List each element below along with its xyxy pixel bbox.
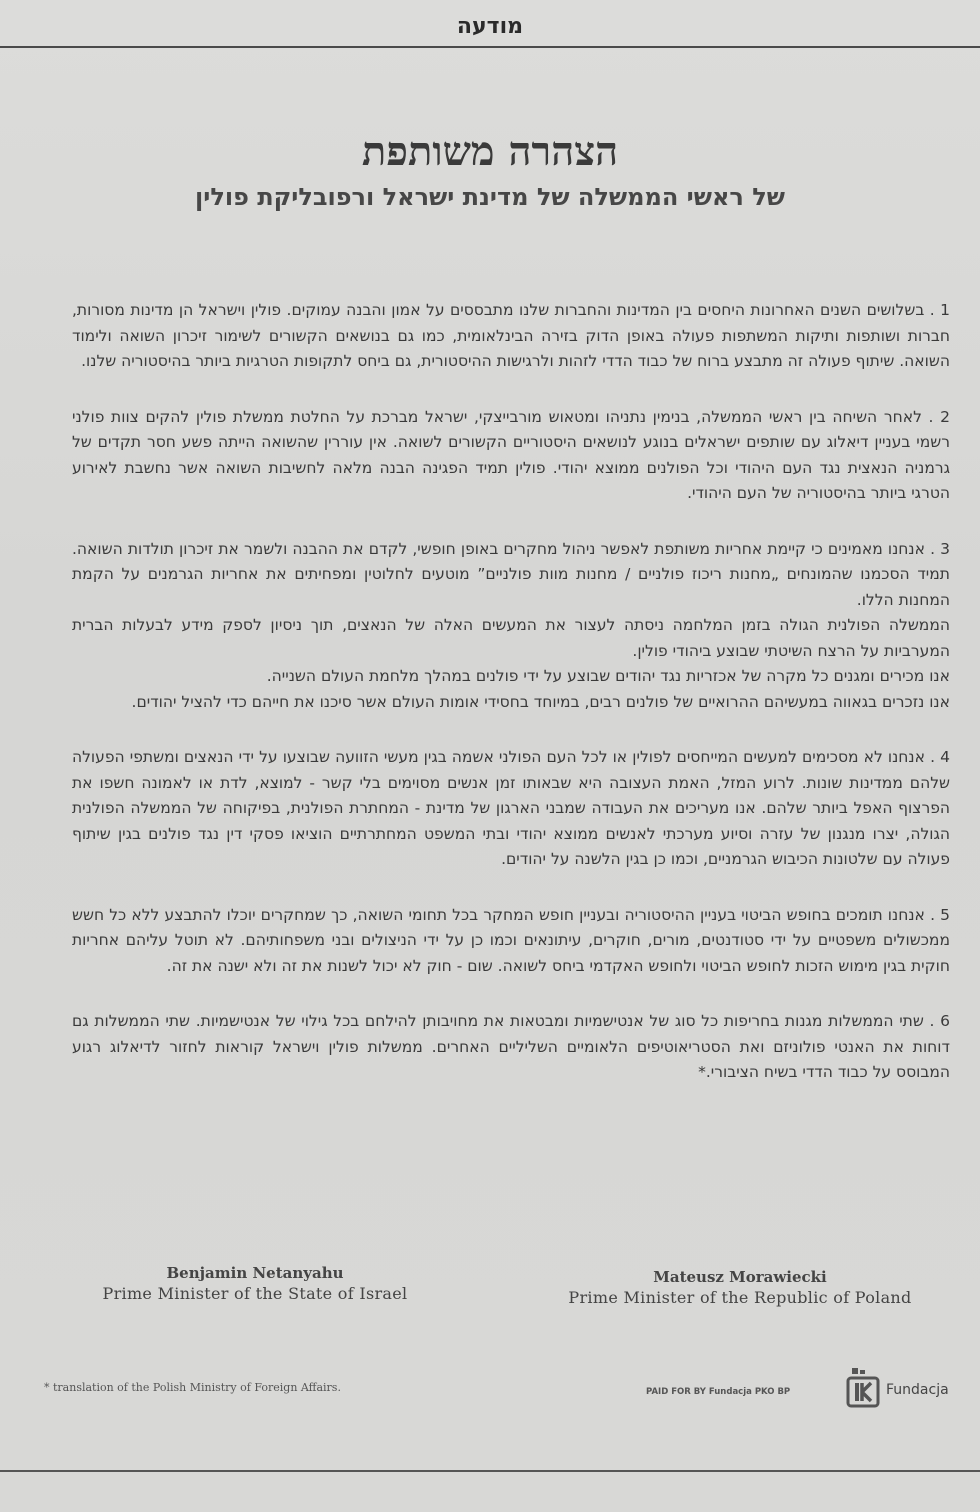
paragraph-number: 6 .: [929, 1012, 950, 1030]
paragraph-line: [72, 298, 950, 375]
paragraph-5: [72, 903, 950, 980]
paragraph-text: אנחנו מאמינים כי קיימת אחריות משותפת לאפשר ניהול מחקרים באופן חופשי, לקדם את ההבנה ולשמר את זיכרון תולדות השואה. תמיד הסכמנו שהמונחים „מחנות ריכוז פולניים / מחנות מוות פולניים” מוטעים לחלוטין ומפחיתים את אחריות הגרמנים על הקמת המחנות הללו.: [72, 539, 950, 609]
paragraph-line: אנו מכירים ומגנים כל מקרה של אכזריות נגד יהודים שבוצע על ידי פולנים במהלך מלחמת העולם השנייה.: [266, 667, 950, 685]
declaration-body: [72, 298, 950, 1116]
signatory-name: Mateusz Morawiecki: [653, 1268, 827, 1286]
paragraph-line: [72, 903, 950, 980]
paragraph-text: שתי הממשלות מגנות בחריפות כל סוג של אנטישמיות ומבטאות את מחויבותן להילחם בכל גילוי של אנטישמיות. שתי הממשלות גם דוחות את האנטי פולוניזם ואת הסטריאוטיפים הלאומיים השליליים האחרים. ממשלות פולין וישראל קוראות לחזור לדיאלוג רגוע המבוסס על כבוד הדדי בשיח הציבורי.*: [72, 1012, 950, 1081]
signature-netanyahu: [100, 1264, 410, 1303]
paragraph-3: [72, 537, 950, 716]
signatory-role: Prime Minister of the State of Israel: [102, 1284, 408, 1303]
paragraph-text: בשלושים השנים האחרונות היחסים בין המדינות והחברות שלנו מתבססים על אמון והבנה עמוקים. פולין וישראל הן מדינות מסורות, חברות ושותפות ותיקות המשתפות פעולה באופן הדוק בזירה הבינלאומית, כמו גם בנושאים הקשורים לשימור זיכרון השואה ולימוד השואה. שיתוף פעולה זה מתבצע ברוח של כבוד הדדי לזהות ולרגישות ההיסטורית, גם ביחס לתקופות הטרגיות ביותר בהיסטוריה שלנו.: [72, 301, 950, 370]
page-subtitle: של ראשי הממשלה של מדינת ישראל ורפובליקת פולין: [195, 183, 785, 211]
paragraph-6: [72, 1009, 950, 1086]
paragraph-number: 5 .: [930, 905, 951, 924]
paragraph-line: [72, 1009, 950, 1086]
pko-logo-icon: [846, 1368, 880, 1408]
paragraph-text: לאחר השיחה בין ראשי הממשלה, בנימין נתניהו ומטאוש מורבייצקי, ישראל מברכת על החלטת ממשלת פולין להקים צוות פולני רשמי בעניין דיאלוג עם שותפים ישראלים בנוגע לנושאים היסטוריים הקשורים לשואה. אין עוררין שהשואה הייתה פשע חסר תקדים של גרמניה הנאצית נגד העם היהודי וכל הפולנים ממוצא יהודי. פולין תמיד הפגינה הבנה מלאה לחשיבות השואה אשר נחשבת לאירוע הטרגי ביותר בהיסטוריה של העם היהודי.: [72, 407, 950, 502]
top-divider: [0, 46, 980, 48]
paragraph-1: [72, 298, 950, 375]
paragraph-line: אנו נזכרים בגאווה במעשיהם ההרואיים של פולנים רבים, במיוחד בחסידי אומות העולם אשר סיכנו את חייהם כדי להציל יהודים.: [131, 692, 950, 711]
paragraph-number: 2 .: [928, 407, 950, 426]
signatory-role: Prime Minister of the Republic of Poland: [568, 1288, 912, 1307]
bottom-divider: [0, 1470, 980, 1472]
advertisement-label: מודעה: [456, 14, 524, 39]
translation-footnote: * translation of the Polish Ministry of Foreign Affairs.: [44, 1381, 341, 1394]
paragraph-number: 4 .: [930, 748, 950, 766]
paragraph-4: [72, 745, 950, 873]
paragraph-line: [72, 537, 950, 614]
paragraph-2: [72, 405, 950, 507]
signature-morawiecki: [560, 1268, 920, 1307]
paragraph-number: 1 .: [929, 301, 950, 319]
paragraph-text: אנחנו תומכים בחופש הביטוי בעניין ההיסטוריה ובעניין חופש המחקר בכל תחומי השואה, כך שמחקרים יוכלו להתבצע ללא כל חשש ממכשולים משפטיים על ידי סטודנטים, מורים, חוקרים, עיתונאים וכמו כן על ידי הניצולים ובני משפחותיהם. לא תוטל עליהם אחריות חוקית בגין מימוש הזכות לחופש הביטוי ולחופש האקדמי ביחס לשואה. שום - חוק לא יכול לשנות את זה ולא ישנה את זה.: [72, 905, 950, 975]
page-title: הצהרה משותפת: [361, 128, 619, 175]
signatory-name: Benjamin Netanyahu: [166, 1264, 344, 1282]
paragraph-number: 3 .: [930, 539, 950, 558]
paragraph-line: [72, 745, 950, 873]
paid-by-notice: PAID FOR BY Fundacja PKO BP: [646, 1387, 791, 1397]
paragraph-line: הממשלה הפולנית הגולה בזמן המלחמה ניסתה לעצור את המעשים האלה של הנאצים, תוך ניסיון לספק מידע לבעלות הברית המערביות על הרצח השיטתי שבוצע ביהודי פולין.: [72, 616, 950, 660]
paragraph-text: אנחנו לא מסכימים למעשים המייחסים לפולין או לכל העם הפולני אשמה בגין מעשי הזוועה שבוצעו על ידי הנאצים ומשתפי הפעולה שלהם ממדינות שונות. לרוע המזל, האמת העצובה היא שבאותו זמן אנשים מסוימים בלי קשר - למוצא, לדת או לאמונה חשפו את הפרצוף האפל ביותר שלהם. אנו מעריכים את העבודה שמבני הארגון של מדינת - המחתרת הפולנית, בפיקוחה של הממשלה הפולנית הגולה, יצרו מנגנון של עזרה וסיוע מערכתי לאנשים ממוצא יהודי ובתי המשפט המחתרתיים הוציאו פסקי דין נגד פולנים בגין שיתוף פעולה עם שלטונות הכיבוש הגרמניים, וכמו כן בגין הלשנה על יהודים.: [72, 748, 950, 868]
fundacja-logo-text: Fundacja: [886, 1382, 949, 1398]
paragraph-line: [72, 405, 950, 507]
